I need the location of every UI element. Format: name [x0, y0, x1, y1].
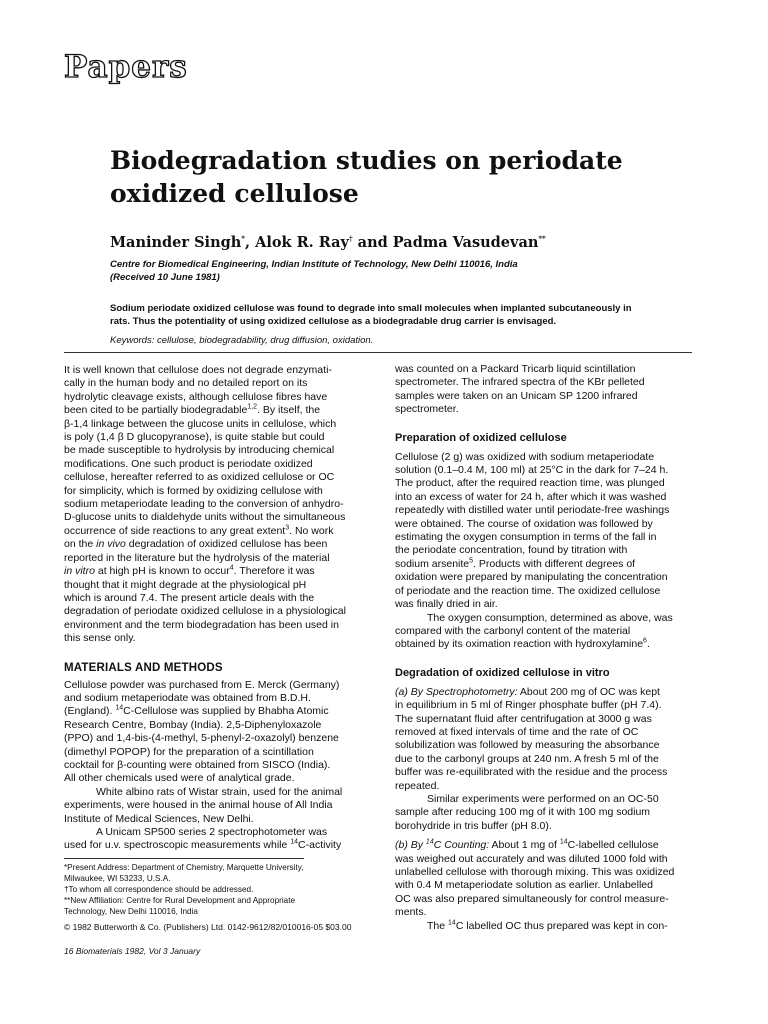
section-banner: Papers	[64, 49, 188, 85]
preparation-heading: Preparation of oxidized cellulose	[395, 431, 567, 444]
footnote-line: †To whom all correspondence should be addressed.	[64, 885, 254, 894]
degradation-paragraph-1: (a) By Spectrophotometry: About 200 mg of OC was kept in equilibrium in 5 ml of Ringer phosphate buffer (pH 7.4). The supernatant fluid after centrifugation at 3000 g was removed at fixed intervals of time and the rate of OC solubilization was followed by measuring the absorbance due to the carbonyl groups at 240 nm. A fresh 5 ml of the buffer was re-equilibrated with the residue and the process repeated.	[395, 685, 668, 792]
materials-paragraph-3: A Unicam SP500 series 2 spectrophotometer was used for u.v. spectroscopic measurements while $^{14}$C-activity	[64, 826, 342, 852]
preparation-paragraph-2: The oxygen consumption, determined as above, was compared with the carbonyl content of the material obtained by its oximation reaction with hydroxylamine$^6$.	[395, 611, 673, 651]
degradation-paragraph-3: (b) By $^{14}$C Counting: About 1 mg of $^{14}$C-labelled cellulose was weighed out accurately and was diluted 1000 fold with unlabelled cellulose with thorough mixing. This was oxidized with 0.4 M metaperiodate solution as earlier. Unlabelled OC was also prepared simultaneously for control measure- ments.	[395, 838, 675, 919]
author-list: Maninder Singh*, Alok R. Ray† and Padma Vasudevan**	[110, 234, 546, 251]
received-date: (Received 10 June 1981)	[110, 272, 220, 283]
affiliation-block	[110, 258, 518, 284]
preparation-paragraph-1: Cellulose (2 g) was oxidized with sodium metaperiodate solution (0.1–0.4 M, 100 ml) at 25°C in the dark for 7–24 h. The product, after the required reaction time, was plunged into an excess of water for 24 h, after which it was washed repeatedly with distilled water until periodate-free washings were obtained. The course of oxidation was followed by estimating the oxygen consumption in terms of the fall in the periodate concentration, found by titration with sodium arsenite$^5$. Products with different degrees of oxidation were prepared by manipulating the concentration of periodate and the reaction time. The oxidized cellulose was finally dried in air.	[395, 450, 670, 611]
intro-paragraph: It is well known that cellulose does not degrade enzymati- cally in the human body and no detailed report on its hydrolytic cleavage exists, although cellulose fibres have been cited to be partially biodegradable$^{1,2}$. By itself, the β-1,4 linkage between the glucose units in cellulose, which is poly (1,4 β D glucopyranose), is quite stable but could be made susceptible to hydrolysis by introducing chemical modifications. One such product is periodate oxidized cellulose, hereafter referred to as oxidized cellulose or OC for simplicity, which is formed by oxidizing cellulose with sodium metaperiodate leading to the conversion of anhydro- D-glucose units to dialdehyde units without the simultaneous occurrence of side reactions to any great extent$^3$. No work on the in vivo degradation of oxidized cellulose has been reported in the literature but the hydrolysis of the material in vitro at high pH is known to occur$^4$. Therefore it was thought that it might degrade at the physiological pH which is around 7.4. The present article deals with the degradation of periodate oxidized cellulose in a physiological environment and the term biodegradation has been used in this sense only.	[64, 364, 346, 645]
header-divider	[64, 352, 692, 353]
degradation-paragraph-2: Similar experiments were performed on an OC-50 sample after reducing 100 mg of it with 100 mg sodium borohydride in tris buffer (pH 8.0).	[395, 792, 659, 832]
copyright-line: © 1982 Butterworth & Co. (Publishers) Ltd. 0142-9612/82/010016-05 $03.00	[64, 922, 352, 932]
materials-paragraph-1: Cellulose powder was purchased from E. Merck (Germany) and sodium metaperiodate was obtained from B.D.H. (England). $^{14}$C-Cellulose was supplied by Bhabha Atomic Research Centre, Bombay (India). 2,5-Diphenyloxazole (PPO) and 1,4-bis-(4-methyl, 5-phenyl-2-oxazolyl) benzene (dimethyl POPOP) for the preparation of a scintillation cocktail for β-counting were obtained from SISCO (India). All other chemicals used were of analytical grade.	[64, 678, 340, 785]
paper-title: Biodegradation studies on periodate oxidized cellulose	[110, 146, 623, 208]
footnote-divider	[64, 858, 304, 859]
footnote-line: Technology, New Delhi 110016, India	[64, 907, 198, 916]
affiliation: Centre for Biomedical Engineering, Indian Institute of Technology, New Delhi 110016, India	[110, 259, 518, 270]
footnote-line: **New Affiliation: Centre for Rural Development and Appropriate	[64, 896, 296, 905]
abstract: Sodium periodate oxidized cellulose was found to degrade into small molecules when implanted subcutaneously in rats. Thus the potentiality of using oxidized cellulose as a biodegradable drug carrier is envisaged.	[110, 303, 632, 327]
degradation-paragraph-4: The $^{14}$C labelled OC thus prepared was kept in con-	[427, 919, 668, 932]
degradation-heading: Degradation of oxidized cellulose in vitro	[395, 666, 610, 679]
right-column	[395, 363, 695, 933]
page-footer: 16 Biomaterials 1982, Vol 3 January	[64, 946, 201, 956]
materials-heading: MATERIALS AND METHODS	[64, 661, 223, 674]
materials-paragraph-2: White albino rats of Wistar strain, used for the animal experiments, were housed in the animal house of All India Institute of Medical Sciences, New Delhi.	[64, 785, 343, 825]
keywords: Keywords: cellulose, biodegradability, drug diffusion, oxidation.	[110, 335, 374, 346]
instruments-paragraph: was counted on a Packard Tricarb liquid scintillation spectrometer. The infrared spectra of the KBr pelleted samples were taken on an Unicam SP 1200 infrared spectrometer.	[395, 363, 645, 416]
footnotes	[64, 862, 384, 917]
footnote-line: *Present Address: Department of Chemistry, Marquette University,	[64, 863, 304, 872]
footnote-line: Milwaukee, WI 53233, U.S.A.	[64, 874, 171, 883]
left-column	[64, 364, 376, 853]
